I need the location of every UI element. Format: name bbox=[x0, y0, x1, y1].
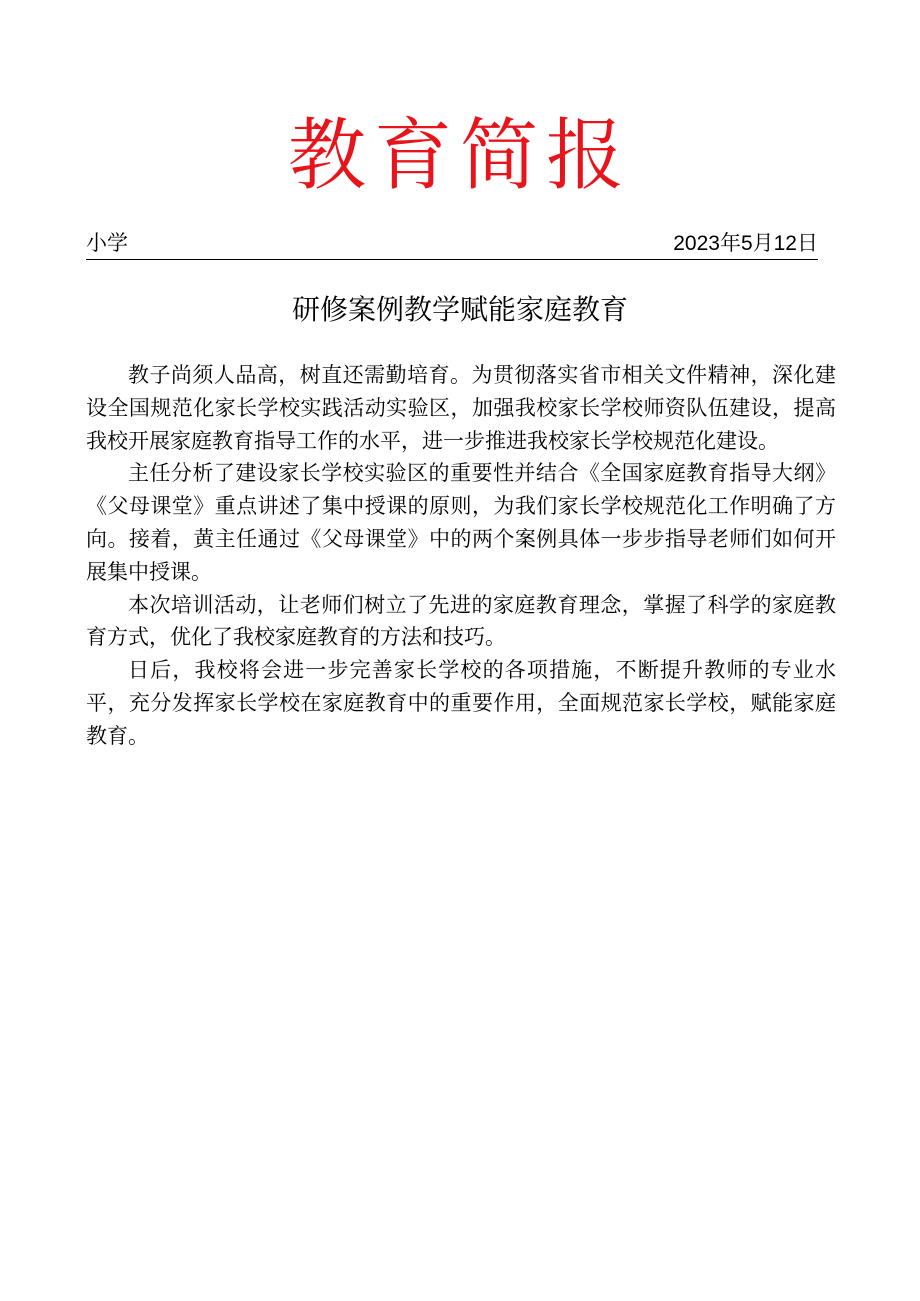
article-paragraph: 本次培训活动，让老师们树立了先进的家庭教育理念，掌握了科学的家庭教育方式，优化了我校家庭教育的方法和技巧。 bbox=[86, 592, 836, 650]
school-name: 小学 bbox=[86, 232, 128, 255]
issue-info-bar bbox=[86, 229, 818, 260]
article-body bbox=[86, 359, 836, 753]
issue-date: 2023年5月12日 bbox=[673, 232, 818, 255]
article-paragraph: 日后，我校将会进一步完善家长学校的各项措施，不断提升教师的专业水平，充分发挥家长学校在家庭教育中的重要作用，全面规范家长学校，赋能家庭教育。 bbox=[86, 658, 836, 748]
article-headline: 研修案例教学赋能家庭教育 bbox=[291, 293, 628, 326]
article-paragraph: 教子尚须人品高，树直还需勤培育。为贯彻落实省市相关文件精神，深化建设全国规范化家长学校实践活动实验区，加强我校家长学校师资队伍建设，提高我校开展家庭教育指导工作的水平，进一步推进我校家长学校规范化建设。 bbox=[86, 363, 836, 453]
masthead-title: 教育简报 bbox=[287, 111, 632, 201]
article-paragraph: 主任分析了建设家长学校实验区的重要性并结合《全国家庭教育指导大纲》《父母课堂》重点讲述了集中授课的原则，为我们家长学校规范化工作明确了方向。接着，黄主任通过《父母课堂》中的两个案例具体一步步指导老师们如何开展集中授课。 bbox=[86, 461, 836, 584]
